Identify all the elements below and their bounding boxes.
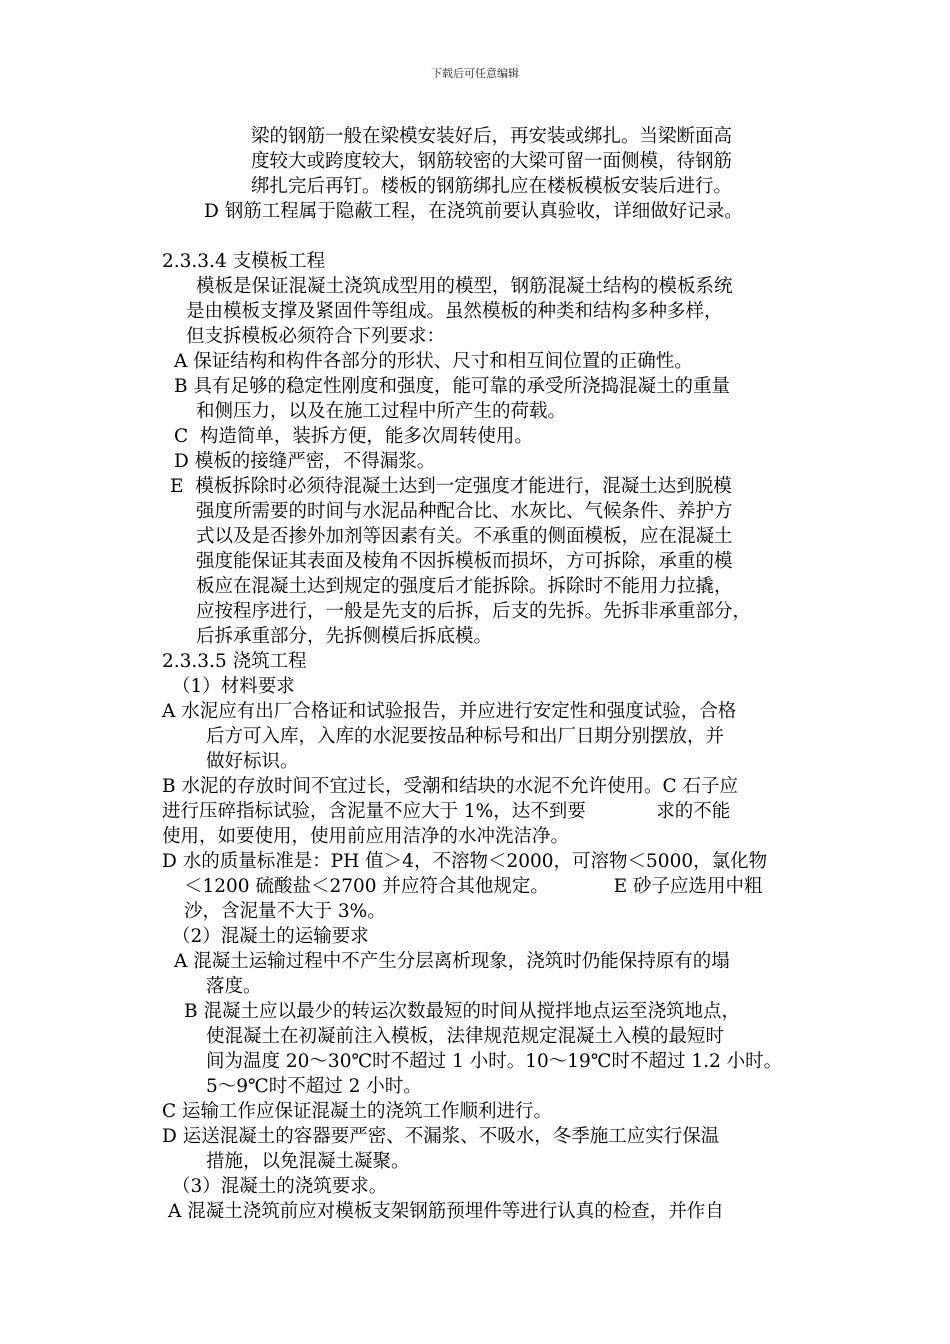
list-item: D 运送混凝土的容器要严密、不漏浆、不吸水，冬季施工应实行保温 bbox=[162, 1126, 720, 1147]
text-line: 式以及是否掺外加剂等因素有关。不承重的侧面模板，应在混凝土 bbox=[196, 526, 733, 547]
text-line: 落度。 bbox=[206, 976, 262, 997]
section-heading: 2.3.3.5 浇筑工程 bbox=[162, 651, 307, 672]
text-line: 但支拆模板必须符合下列要求： bbox=[186, 326, 446, 347]
text-line: 强度能保证其表面及棱角不因拆模板而损坏，方可拆除，承重的模 bbox=[196, 551, 733, 572]
section-heading: 2.3.3.4 支模板工程 bbox=[162, 251, 326, 272]
text-line: 后拆承重部分，先拆侧模后拆底模。 bbox=[196, 626, 493, 647]
list-item: B 具有足够的稳定性刚度和强度，能可靠的承受所浇捣混凝土的重量 bbox=[174, 376, 730, 397]
text-line: 和侧压力，以及在施工过程中所产生的荷载。 bbox=[196, 401, 567, 422]
text-line: 措施，以免混凝土凝聚。 bbox=[206, 1151, 410, 1172]
text-line: 度较大或跨度较大，钢筋较密的大梁可留一面侧模，待钢筋 bbox=[251, 151, 733, 172]
list-item: D 模板的接缝严密，不得漏浆。 bbox=[174, 451, 436, 472]
list-item: A 混凝土浇筑前应对模板支架钢筋预埋件等进行认真的检查，并作自 bbox=[168, 1201, 724, 1222]
list-item: C 构造简单，装拆方便，能多次周转使用。 bbox=[174, 426, 533, 447]
text-line: 是由模板支撑及紧固件等组成。虽然模板的种类和结构多种多样， bbox=[186, 301, 723, 322]
list-item: B 水泥的存放时间不宜过长，受潮和结块的水泥不允许使用。C 石子应 bbox=[162, 776, 739, 797]
text-line: 强度所需要的时间与水泥品种配合比、水灰比、气候条件、养护方 bbox=[196, 501, 733, 522]
subsection-heading: （1）材料要求 bbox=[172, 676, 295, 697]
text-line: 间为温度 20～30℃时不超过 1 小时。10～19℃时不超过 1.2 小时。 bbox=[206, 1051, 783, 1072]
list-item: B 混凝土应以最少的转运次数最短的时间从搅拌地点运至浇筑地点， bbox=[184, 1001, 740, 1022]
text-line: 使用，如要使用，使用前应用洁净的水冲洗洁净。 bbox=[162, 826, 570, 847]
list-item: D 水的质量标准是：PH 值＞4，不溶物＜2000，可溶物＜5000，氯化物 bbox=[162, 851, 768, 872]
text-line: 5～9℃时不超过 2 小时。 bbox=[206, 1076, 422, 1097]
text-line: 使混凝土在初凝前注入模板，法律规范规定混凝土入模的最短时 bbox=[206, 1026, 725, 1047]
text-line: 绑扎完后再钉。楼板的钢筋绑扎应在楼板模板安装后进行。 bbox=[251, 176, 733, 197]
subsection-heading: （3）混凝土的浇筑要求。 bbox=[172, 1176, 388, 1197]
subsection-heading: （2）混凝土的运输要求 bbox=[172, 926, 369, 947]
list-item: A 保证结构和构件各部分的形状、尺寸和相互间位置的正确性。 bbox=[174, 351, 693, 372]
text-line: 做好标识。 bbox=[206, 751, 299, 772]
text-line: 沙，含泥量不大于 3%。 bbox=[184, 901, 386, 922]
list-item: A 水泥应有出厂合格证和试验报告，并应进行安定性和强度试验，合格 bbox=[162, 701, 737, 722]
text-line: 进行压碎指标试验，含泥量不应大于 1%，达不到要 求的不能 bbox=[162, 801, 731, 822]
text-line: D 钢筋工程属于隐蔽工程，在浇筑前要认真验收，详细做好记录。 bbox=[204, 201, 743, 222]
page-header: 下载后可任意编辑 bbox=[431, 67, 519, 80]
list-item: A 混凝土运输过程中不产生分层离析现象，浇筑时仍能保持原有的塌 bbox=[174, 951, 730, 972]
text-line: 模板是保证混凝土浇筑成型用的模型，钢筋混凝土结构的模板系统 bbox=[196, 276, 733, 297]
text-line: 后方可入库，入库的水泥要按品种标号和出厂日期分别摆放，并 bbox=[206, 726, 725, 747]
text-line: 板应在混凝土达到规定的强度后才能拆除。拆除时不能用力拉撬， bbox=[196, 576, 733, 597]
list-item: E 模板拆除时必须待混凝土达到一定强度才能进行，混凝土达到脱模 bbox=[170, 476, 732, 497]
text-line: ＜1200 硫酸盐＜2700 并应符合其他规定。 E 砂子应选用中粗 bbox=[184, 876, 763, 897]
text-line: 梁的钢筋一般在梁模安装好后，再安装或绑扎。当梁断面高 bbox=[251, 126, 733, 147]
text-line: 应按程序进行，一般是先支的后拆，后支的先拆。先拆非承重部分， bbox=[196, 601, 752, 622]
list-item: C 运输工作应保证混凝土的浇筑工作顺利进行。 bbox=[162, 1101, 553, 1122]
